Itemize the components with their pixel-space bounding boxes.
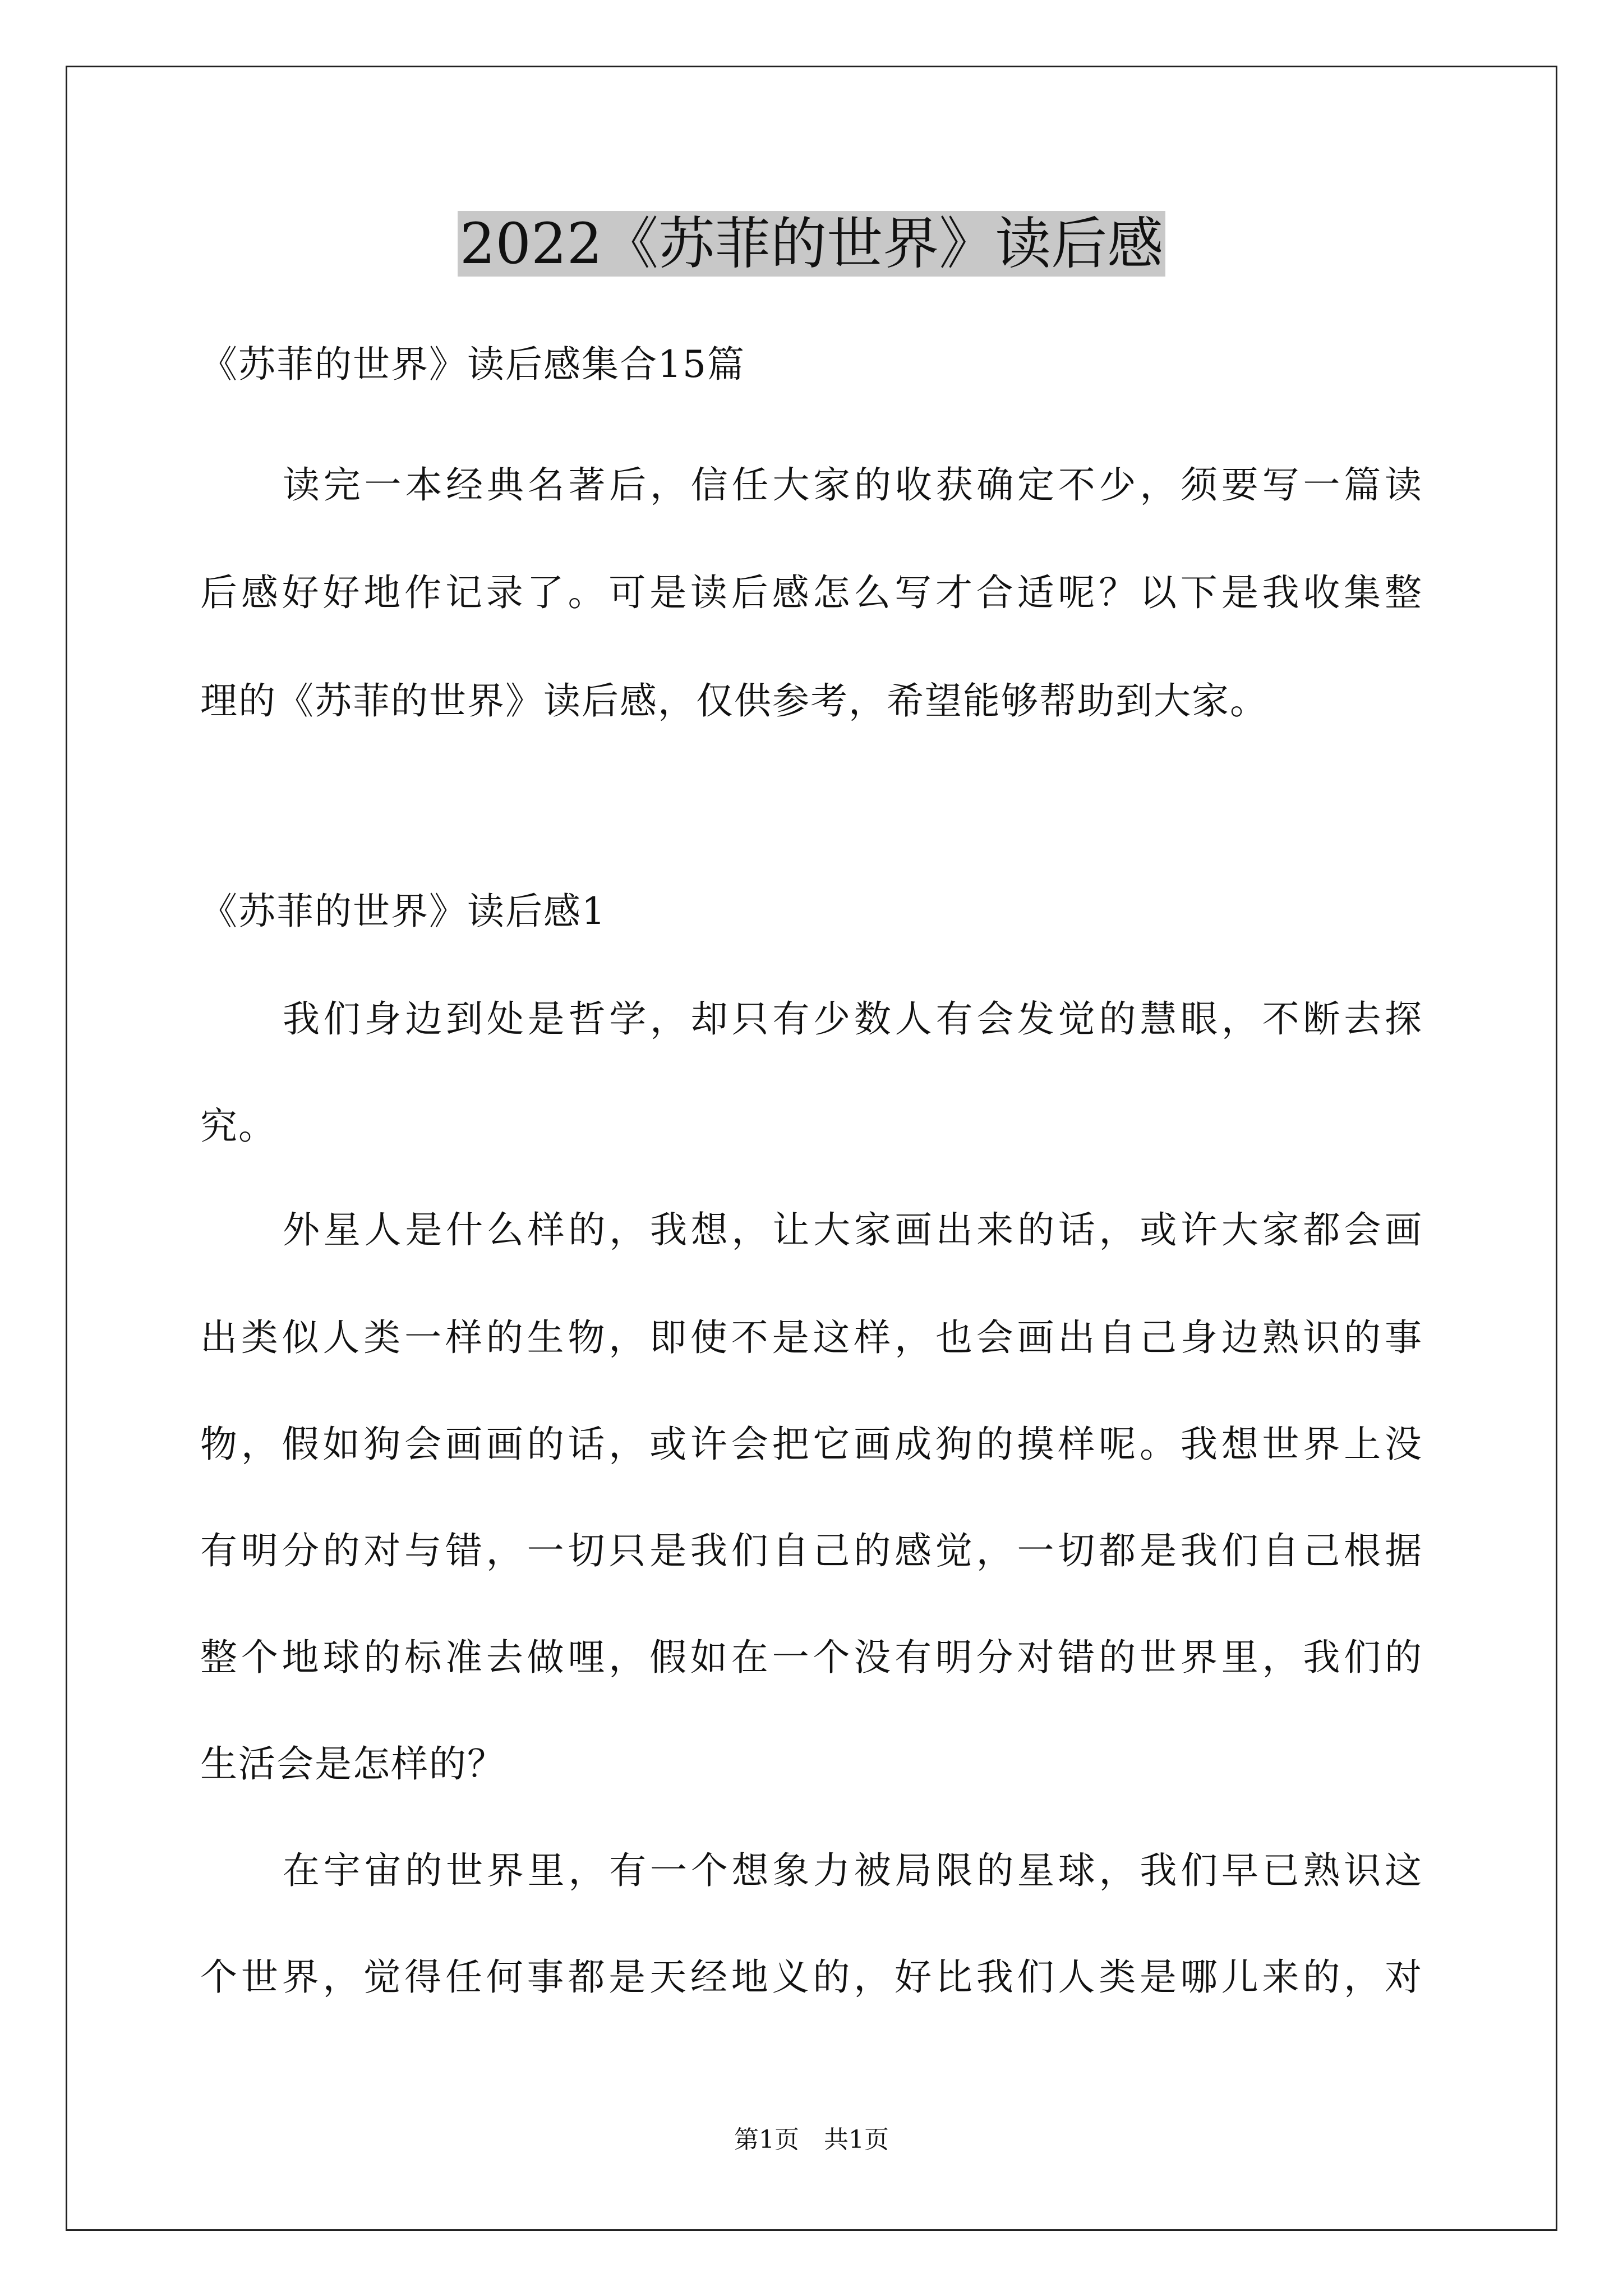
para2-line-2: 出类似人类一样的生物，即使不是这样，也会画出自己身边熟识的事 [200,1316,1423,1359]
page-border [66,66,1557,2231]
subtitle: 《苏菲的世界》读后感集合15篇 [200,343,745,386]
para2-line-1: 外星人是什么样的，我想，让大家画出来的话，或许大家都会画 [283,1208,1423,1251]
para1-line-1: 我们身边到处是哲学，却只有少数人有会发觉的慧眼，不断去探 [283,997,1423,1041]
document-title [0,208,1623,280]
para2-line-6: 生活会是怎样的？ [200,1742,505,1786]
para1-line-2: 究。 [200,1105,276,1148]
section-heading: 《苏菲的世界》读后感1 [200,890,606,933]
document-title-text: 2022《苏菲的世界》读后感 [458,211,1166,277]
intro-line-1: 读完一本经典名著后，信任大家的收获确定不少，须要写一篇读 [283,463,1423,507]
intro-line-3: 理的《苏菲的世界》读后感，仅供参考，希望能够帮助到大家。 [200,679,1268,723]
para2-line-4: 有明分的对与错，一切只是我们自己的感觉，一切都是我们自己根据 [200,1529,1423,1572]
para2-line-5: 整个地球的标准去做哩，假如在一个没有明分对错的世界里，我们的 [200,1636,1423,1679]
para3-line-2: 个世界，觉得任何事都是天经地义的，好比我们人类是哪儿来的，对 [200,1955,1423,1999]
intro-line-2: 后感好好地作记录了。可是读后感怎么写才合适呢？以下是我收集整 [200,571,1423,614]
page-footer: 第1页 共1页 [734,2125,889,2154]
para2-line-3: 物，假如狗会画画的话，或许会把它画成狗的摸样呢。我想世界上没 [200,1423,1423,1466]
para3-line-1: 在宇宙的世界里，有一个想象力被局限的星球，我们早已熟识这 [283,1849,1423,1892]
